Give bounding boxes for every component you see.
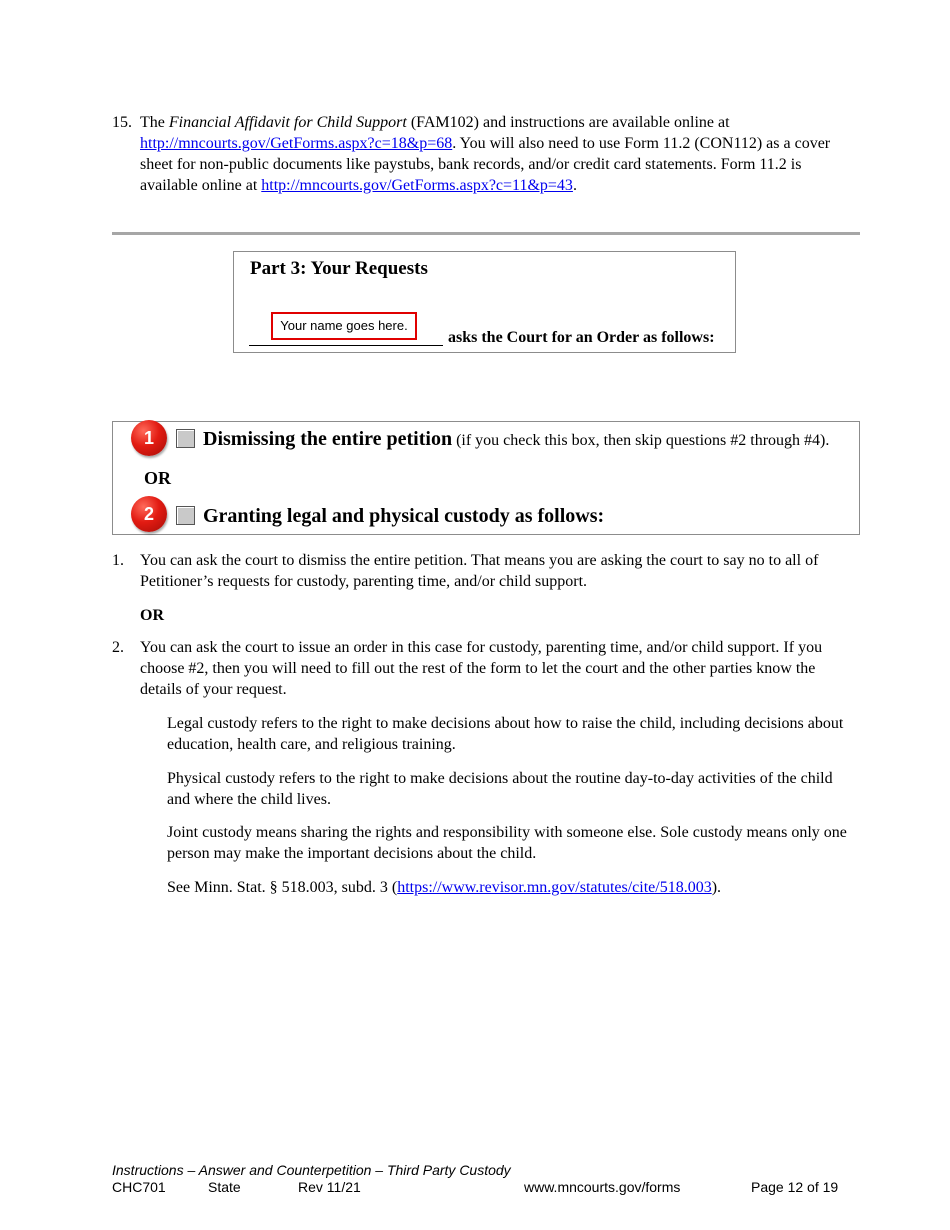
statute-link[interactable]: https://www.revisor.mn.gov/statutes/cite/518.003 bbox=[397, 879, 712, 896]
instruction-item-1 bbox=[112, 550, 860, 592]
option-1-note: (if you check this box, then skip questions #2 through #4). bbox=[452, 432, 830, 449]
option-1-label: Dismissing the entire petition bbox=[203, 428, 453, 450]
con112-link[interactable]: http://mncourts.gov/GetForms.aspx?c=11&p=43 bbox=[261, 177, 573, 194]
options-or-label: OR bbox=[144, 468, 171, 488]
instructions-or-label: OR bbox=[140, 607, 164, 624]
joint-custody-paragraph: Joint custody means sharing the rights and responsibility with someone else. Sole custody means only one person may make the important decisions about the child. bbox=[167, 824, 847, 862]
footer-website: www.mncourts.gov/forms bbox=[524, 1179, 681, 1195]
legal-custody-paragraph: Legal custody refers to the right to make decisions about how to raise the child, including decisions about education, health care, and religious training. bbox=[167, 715, 844, 753]
grant-custody-checkbox[interactable] bbox=[176, 506, 195, 525]
item-1-text: You can ask the court to dismiss the entire petition. That means you are asking the court to say no to all of Petitioner’s requests for custody, parenting time, and/or child support. bbox=[140, 552, 819, 590]
part3-box bbox=[233, 251, 736, 353]
name-placeholder-box[interactable]: Your name goes here. bbox=[271, 312, 417, 340]
number-2-badge-icon: 2 bbox=[131, 496, 167, 532]
form-title: Financial Affidavit for Child Support bbox=[168, 114, 407, 131]
number-1-badge-icon: 1 bbox=[131, 420, 167, 456]
option-2-label: Granting legal and physical custody as follows: bbox=[203, 505, 605, 527]
footer-jurisdiction: State bbox=[208, 1179, 241, 1195]
request-options-box bbox=[112, 421, 860, 535]
dismiss-petition-checkbox[interactable] bbox=[176, 429, 195, 448]
name-underline bbox=[249, 345, 443, 346]
footer-revision: Rev 11/21 bbox=[298, 1179, 361, 1195]
statute-reference: See Minn. Stat. § 518.003, subd. 3 (https://www.revisor.mn.gov/statutes/cite/518.003). bbox=[167, 879, 722, 896]
instruction-item-15 bbox=[112, 112, 857, 196]
part3-title: Part 3: Your Requests bbox=[250, 258, 428, 279]
item-15-text: The Financial Affidavit for Child Support (FAM102) and instructions are available online at http://mncourts.gov/GetForms.aspx?c=18&p=68. You will also need to use Form 11.2 (CON112) as a cover sheet for non-public documents like paystubs, bank records, and/or credit card statements. Form 11.2 is available online at http://mncourts.gov/GetForms.aspx?c=11&p=43. bbox=[140, 114, 831, 194]
asks-court-text: asks the Court for an Order as follows: bbox=[448, 329, 715, 346]
footer-page-number: Page 12 of 19 bbox=[751, 1179, 839, 1195]
instruction-item-2 bbox=[112, 637, 860, 700]
item-number: 1. bbox=[112, 552, 124, 569]
physical-custody-paragraph: Physical custody refers to the right to make decisions about the routine day-to-day activities of the child and where the child lives. bbox=[167, 770, 833, 808]
footer-title: Instructions – Answer and Counterpetition – Third Party Custody bbox=[112, 1162, 511, 1178]
item-number: 2. bbox=[112, 639, 124, 656]
item-number: 15. bbox=[112, 114, 132, 131]
footer-form-code: CHC701 bbox=[112, 1179, 166, 1195]
fam102-link[interactable]: http://mncourts.gov/GetForms.aspx?c=18&p=68 bbox=[140, 135, 453, 152]
option-1-text bbox=[203, 429, 829, 451]
item-2-text: You can ask the court to issue an order in this case for custody, parenting time, and/or child support. If you choose #2, then you will need to fill out the rest of the form to let the court and the other parties know the details of your request. bbox=[140, 639, 823, 698]
section-divider bbox=[112, 232, 860, 235]
